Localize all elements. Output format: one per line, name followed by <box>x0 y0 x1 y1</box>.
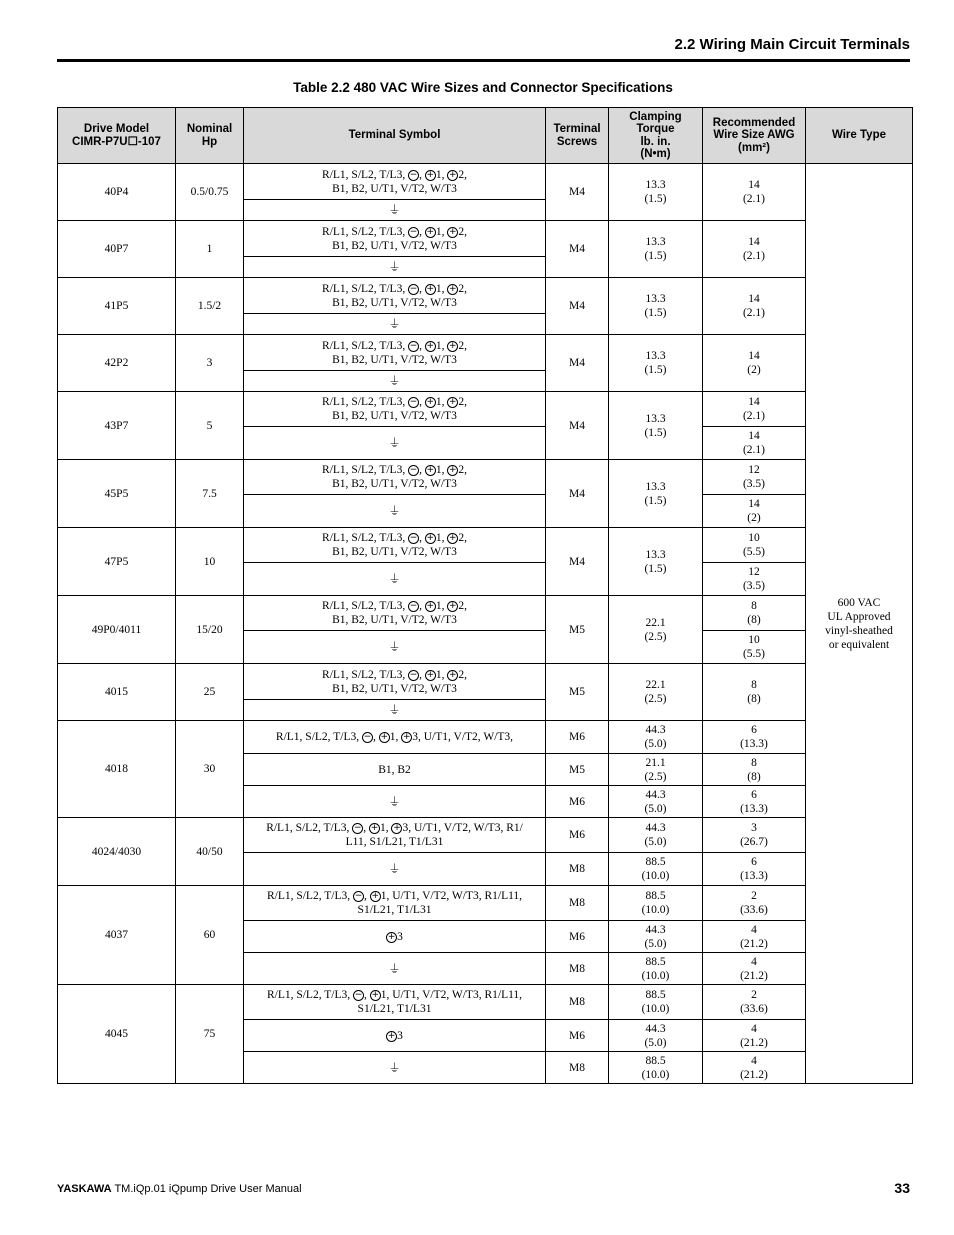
plus-terminal-icon: + <box>449 465 457 475</box>
cell-wire-size: 2 (33.6) <box>703 985 806 1020</box>
cell-hp: 1.5/2 <box>176 278 244 335</box>
cell-hp: 0.5/0.75 <box>176 164 244 221</box>
cell-torque: 88.5 (10.0) <box>609 886 703 921</box>
ground-icon: ⏚ <box>244 257 546 278</box>
cell-wire-type: 600 VAC UL Approved vinyl-sheathed or equivalent <box>806 164 913 1084</box>
cell-terminal-symbol: R/L1, S/L2, T/L3, − , + 1, + 2, B1, B2, U/T1, V/T2, W/T3 <box>244 596 546 631</box>
plus-terminal-icon: + <box>426 533 435 543</box>
cell-wire-size: 8 (8) <box>703 664 806 721</box>
cell-torque: 13.3 (1.5) <box>609 528 703 596</box>
header-wire-size: Recommended Wire Size AWG (mm²) <box>703 108 806 164</box>
plus-terminal-icon: + <box>449 533 457 543</box>
ground-icon: ⏚ <box>244 200 546 221</box>
cell-terminal-symbol: R/L1, S/L2, T/L3, − , + 1, + 2, B1, B2, U/T1, V/T2, W/T3 <box>244 392 546 427</box>
cell-wire-size: 10 (5.5) <box>703 631 806 664</box>
minus-terminal-icon: − <box>409 601 418 611</box>
cell-model: 43P7 <box>58 392 176 460</box>
plus-terminal-icon: + <box>426 601 435 611</box>
cell-wire-size: 12 (3.5) <box>703 460 806 495</box>
cell-terminal-symbol: R/L1, S/L2, T/L3, − , + 1, + 2, B1, B2, U/T1, V/T2, W/T3 <box>244 460 546 495</box>
cell-wire-size: 14 (2) <box>703 495 806 528</box>
cell-terminal-symbol: R/L1, S/L2, T/L3, − , + 1, U/T1, V/T2, W/T3, R1/L11, S1/L21, T1/L31 <box>244 985 546 1020</box>
cell-screw: M5 <box>546 596 609 664</box>
cell-screw: M5 <box>546 754 609 786</box>
cell-screw: M6 <box>546 818 609 853</box>
minus-terminal-icon: − <box>409 533 418 543</box>
page-number: 33 <box>894 1180 910 1196</box>
cell-hp: 5 <box>176 392 244 460</box>
cell-wire-size: 8 (8) <box>703 754 806 786</box>
cell-torque: 13.3 (1.5) <box>609 335 703 392</box>
header-wire-type: Wire Type <box>806 108 913 164</box>
cell-hp: 1 <box>176 221 244 278</box>
cell-terminal-symbol: R/L1, S/L2, T/L3, − , + 1, + 3, U/T1, V/T2, W/T3, R1/ L11, S1/L21, T1/L31 <box>244 818 546 853</box>
cell-torque: 44.3 (5.0) <box>609 818 703 853</box>
ground-icon: ⏚ <box>244 953 546 985</box>
cell-model: 4018 <box>58 721 176 818</box>
table-row <box>58 596 913 631</box>
minus-terminal-icon: − <box>409 397 418 407</box>
cell-terminal-symbol: R/L1, S/L2, T/L3, − , + 1, + 2, B1, B2, U/T1, V/T2, W/T3 <box>244 221 546 257</box>
cell-model: 4024/4030 <box>58 818 176 886</box>
cell-wire-size: 14 (2.1) <box>703 221 806 278</box>
cell-terminal-symbol: R/L1, S/L2, T/L3, − , + 1, + 2, B1, B2, U/T1, V/T2, W/T3 <box>244 164 546 200</box>
cell-torque: 88.5 (10.0) <box>609 953 703 985</box>
footer-brand: YASKAWA <box>57 1183 112 1195</box>
cell-terminal-symbol: R/L1, S/L2, T/L3, − , + 1, + 2, B1, B2, U/T1, V/T2, W/T3 <box>244 528 546 563</box>
cell-screw: M5 <box>546 664 609 721</box>
cell-torque: 13.3 (1.5) <box>609 221 703 278</box>
plus-terminal-icon: + <box>426 340 435 351</box>
cell-wire-size: 4 (21.2) <box>703 1052 806 1084</box>
plus-terminal-icon: + <box>449 669 457 680</box>
minus-terminal-icon: − <box>409 669 418 680</box>
cell-screw: M4 <box>546 460 609 528</box>
cell-screw: M4 <box>546 392 609 460</box>
cell-terminal-symbol: + 3 <box>244 1020 546 1052</box>
table-row <box>58 164 913 200</box>
cell-torque: 22.1 (2.5) <box>609 664 703 721</box>
cell-model: 40P4 <box>58 164 176 221</box>
cell-hp: 75 <box>176 985 244 1084</box>
plus-terminal-icon: + <box>426 283 435 294</box>
cell-wire-size: 4 (21.2) <box>703 953 806 985</box>
cell-model: 47P5 <box>58 528 176 596</box>
cell-model: 40P7 <box>58 221 176 278</box>
cell-terminal-symbol: R/L1, S/L2, T/L3, − , + 1, + 2, B1, B2, U/T1, V/T2, W/T3 <box>244 278 546 314</box>
ground-icon: ⏚ <box>244 371 546 392</box>
cell-terminal-symbol: + 3 <box>244 921 546 953</box>
plus-terminal-icon: + <box>402 732 411 742</box>
cell-screw: M4 <box>546 278 609 335</box>
ground-icon: ⏚ <box>244 563 546 596</box>
cell-screw: M6 <box>546 786 609 818</box>
cell-torque: 44.3 (5.0) <box>609 721 703 754</box>
cell-terminal-symbol: R/L1, S/L2, T/L3, − , + 1, U/T1, V/T2, W/T3, R1/L11, S1/L21, T1/L31 <box>244 886 546 921</box>
cell-torque: 44.3 (5.0) <box>609 921 703 953</box>
cell-screw: M8 <box>546 1052 609 1084</box>
cell-torque: 22.1 (2.5) <box>609 596 703 664</box>
cell-wire-size: 14 (2.1) <box>703 164 806 221</box>
table-caption: Table 2.2 480 VAC Wire Sizes and Connector Specifications <box>293 80 673 95</box>
cell-hp: 10 <box>176 528 244 596</box>
cell-screw: M6 <box>546 1020 609 1052</box>
cell-model: 49P0/4011 <box>58 596 176 664</box>
plus-terminal-icon: + <box>426 226 435 237</box>
minus-terminal-icon: − <box>353 823 362 833</box>
footer-text: TM.iQp.01 iQpump Drive User Manual <box>111 1183 302 1195</box>
table-row <box>58 335 913 371</box>
ground-icon: ⏚ <box>244 1052 546 1084</box>
ground-icon: ⏚ <box>244 427 546 460</box>
header-nominal-hp: Nominal Hp <box>176 108 244 164</box>
table-row <box>58 664 913 700</box>
table-row <box>58 221 913 257</box>
cell-hp: 40/50 <box>176 818 244 886</box>
cell-hp: 3 <box>176 335 244 392</box>
plus-terminal-icon: + <box>371 990 380 1000</box>
cell-wire-size: 12 (3.5) <box>703 563 806 596</box>
ground-icon: ⏚ <box>244 495 546 528</box>
cell-torque: 88.5 (10.0) <box>609 985 703 1020</box>
plus-terminal-icon: + <box>370 823 379 833</box>
plus-terminal-icon: + <box>393 823 401 833</box>
cell-wire-size: 14 (2.1) <box>703 427 806 460</box>
minus-terminal-icon: − <box>354 990 363 1000</box>
cell-screw: M4 <box>546 335 609 392</box>
plus-terminal-icon: + <box>449 397 457 407</box>
header-rule <box>57 59 910 62</box>
cell-torque: 13.3 (1.5) <box>609 392 703 460</box>
cell-model: 4037 <box>58 886 176 985</box>
table-row <box>58 460 913 495</box>
cell-screw: M8 <box>546 953 609 985</box>
cell-wire-size: 14 (2.1) <box>703 278 806 335</box>
header-clamping-torque: Clamping Torque lb. in. (N•m) <box>609 108 703 164</box>
cell-wire-size: 2 (33.6) <box>703 886 806 921</box>
ground-icon: ⏚ <box>244 700 546 721</box>
ground-icon: ⏚ <box>244 631 546 664</box>
minus-terminal-icon: − <box>354 891 363 901</box>
cell-wire-size: 6 (13.3) <box>703 786 806 818</box>
cell-model: 4045 <box>58 985 176 1084</box>
table-row <box>58 818 913 853</box>
plus-terminal-icon: + <box>426 169 435 180</box>
table-row <box>58 392 913 427</box>
cell-torque: 44.3 (5.0) <box>609 786 703 818</box>
ground-icon: ⏚ <box>244 786 546 818</box>
header-terminal-symbol: Terminal Symbol <box>244 108 546 164</box>
minus-terminal-icon: − <box>409 226 418 237</box>
cell-screw: M4 <box>546 528 609 596</box>
plus-terminal-icon: + <box>449 340 457 351</box>
cell-wire-size: 8 (8) <box>703 596 806 631</box>
cell-hp: 7.5 <box>176 460 244 528</box>
ground-icon: ⏚ <box>244 314 546 335</box>
cell-wire-size: 6 (13.3) <box>703 853 806 886</box>
plus-terminal-icon: + <box>449 601 457 611</box>
cell-hp: 15/20 <box>176 596 244 664</box>
cell-torque: 13.3 (1.5) <box>609 278 703 335</box>
cell-terminal-symbol: R/L1, S/L2, T/L3, − , + 1, + 3, U/T1, V/T2, W/T3, <box>244 721 546 754</box>
footer-manual-title <box>57 1183 302 1195</box>
cell-screw: M6 <box>546 721 609 754</box>
header-terminal-screws: Terminal Screws <box>546 108 609 164</box>
plus-terminal-icon: + <box>449 226 457 237</box>
minus-terminal-icon: − <box>409 465 418 475</box>
plus-terminal-icon: + <box>387 1030 396 1041</box>
cell-wire-size: 4 (21.2) <box>703 1020 806 1052</box>
minus-terminal-icon: − <box>409 169 418 180</box>
cell-torque: 21.1 (2.5) <box>609 754 703 786</box>
cell-terminal-symbol: R/L1, S/L2, T/L3, − , + 1, + 2, B1, B2, U/T1, V/T2, W/T3 <box>244 664 546 700</box>
cell-torque: 88.5 (10.0) <box>609 853 703 886</box>
plus-terminal-icon: + <box>426 397 435 407</box>
cell-model: 45P5 <box>58 460 176 528</box>
minus-terminal-icon: − <box>363 732 372 742</box>
cell-wire-size: 14 (2.1) <box>703 392 806 427</box>
plus-terminal-icon: + <box>426 465 435 475</box>
plus-terminal-icon: + <box>387 931 396 942</box>
wire-size-table <box>57 107 913 1084</box>
plus-terminal-icon: + <box>449 283 457 294</box>
cell-screw: M8 <box>546 886 609 921</box>
cell-screw: M4 <box>546 164 609 221</box>
cell-torque: 13.3 (1.5) <box>609 164 703 221</box>
cell-screw: M4 <box>546 221 609 278</box>
plus-terminal-icon: + <box>380 732 388 742</box>
cell-torque: 88.5 (10.0) <box>609 1052 703 1084</box>
table-row <box>58 985 913 1020</box>
cell-wire-size: 10 (5.5) <box>703 528 806 563</box>
minus-terminal-icon: − <box>409 283 418 294</box>
cell-terminal-symbol: R/L1, S/L2, T/L3, − , + 1, + 2, B1, B2, U/T1, V/T2, W/T3 <box>244 335 546 371</box>
plus-terminal-icon: + <box>371 891 380 901</box>
cell-wire-size: 14 (2) <box>703 335 806 392</box>
ground-icon: ⏚ <box>244 853 546 886</box>
header-drive-model: Drive Model CIMR-P7U☐-107 <box>58 108 176 164</box>
cell-model: 41P5 <box>58 278 176 335</box>
table-row <box>58 528 913 563</box>
cell-hp: 60 <box>176 886 244 985</box>
cell-screw: M8 <box>546 985 609 1020</box>
cell-wire-size: 4 (21.2) <box>703 921 806 953</box>
plus-terminal-icon: + <box>449 169 457 180</box>
cell-wire-size: 6 (13.3) <box>703 721 806 754</box>
section-title: 2.2 Wiring Main Circuit Terminals <box>674 36 910 53</box>
cell-hp: 25 <box>176 664 244 721</box>
cell-hp: 30 <box>176 721 244 818</box>
table-row <box>58 721 913 754</box>
cell-torque: 13.3 (1.5) <box>609 460 703 528</box>
cell-torque: 44.3 (5.0) <box>609 1020 703 1052</box>
table-row <box>58 278 913 314</box>
cell-terminal-symbol: B1, B2 <box>244 754 546 786</box>
cell-screw: M8 <box>546 853 609 886</box>
cell-model: 42P2 <box>58 335 176 392</box>
cell-model: 4015 <box>58 664 176 721</box>
plus-terminal-icon: + <box>426 669 435 680</box>
cell-screw: M6 <box>546 921 609 953</box>
table-row <box>58 886 913 921</box>
table-header-row <box>58 108 913 164</box>
minus-terminal-icon: − <box>409 340 418 351</box>
cell-wire-size: 3 (26.7) <box>703 818 806 853</box>
